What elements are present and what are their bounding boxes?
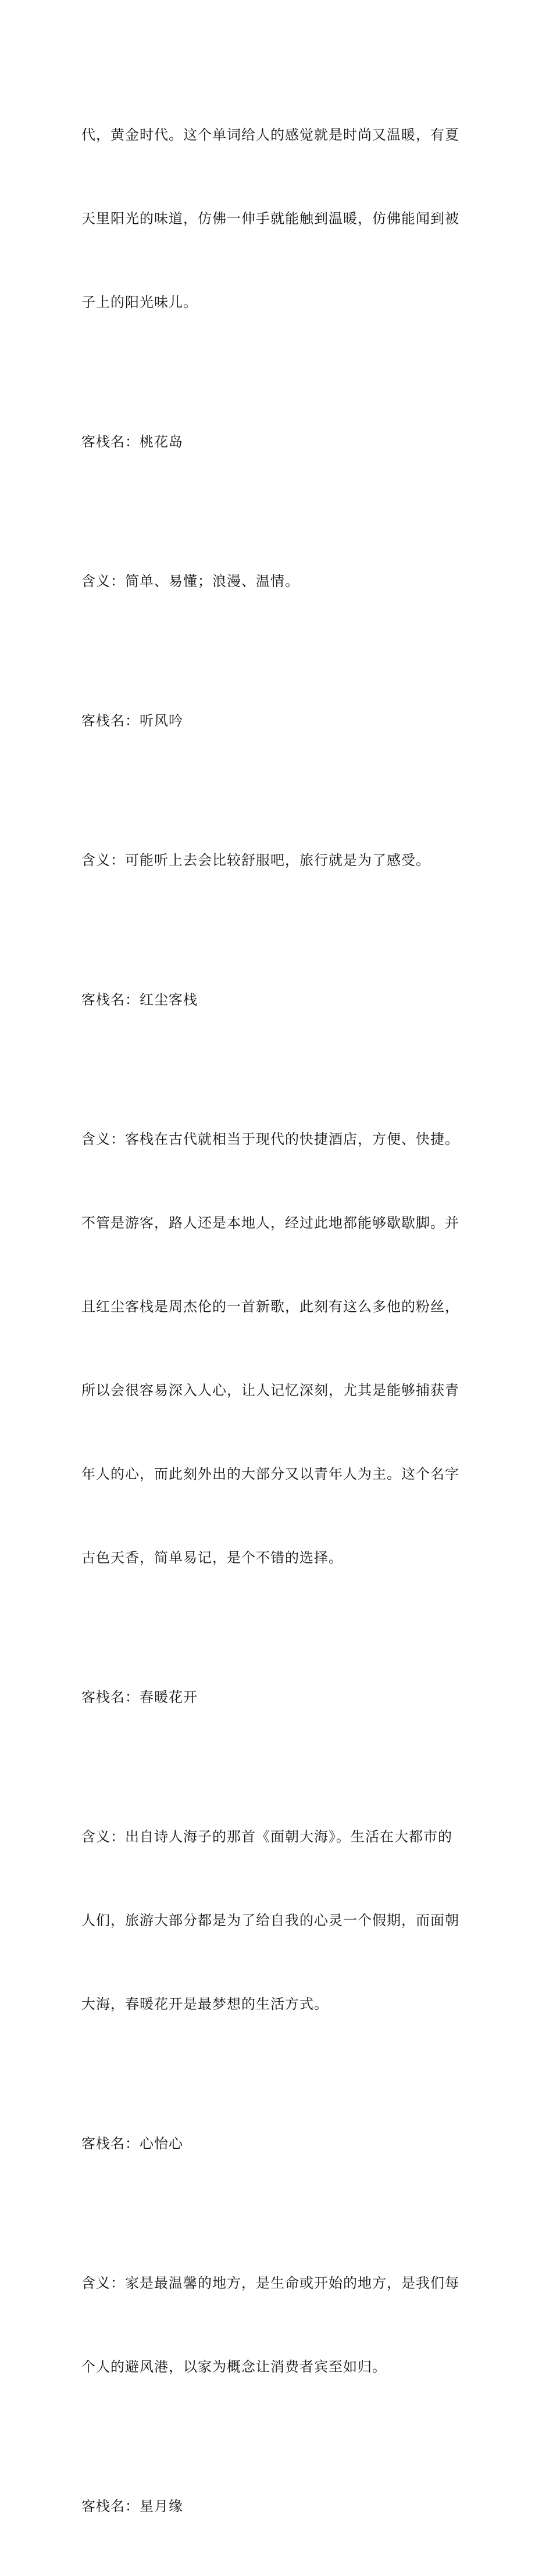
text-line: 含义：出自诗人海子的那首《面朝大海》。生活在大都市的	[81, 1829, 452, 1845]
text-line: 不管是游客，路人还是本地人，经过此地都能够歇歇脚。并	[81, 1215, 459, 1231]
text-line: 客栈名：春暖花开	[81, 1689, 198, 1705]
text-line: 客栈名：心怡心	[81, 2135, 183, 2152]
text-line: 含义：家是最温馨的地方，是生命或开始的地方，是我们每	[81, 2275, 459, 2291]
text-line: 天里阳光的味道，仿佛一伸手就能触到温暖，仿佛能闻到被	[81, 210, 459, 227]
inn-name-tingfengyin	[81, 651, 465, 790]
meaning-chunnuan	[81, 1767, 465, 2074]
text-line: 代，黄金时代。这个单词给人的感觉就是时尚又温暖，有夏	[81, 127, 459, 143]
text-line: 古色天香，简单易记，是个不错的选择。	[81, 1550, 343, 1566]
text-line: 大海，春暖花开是最梦想的生活方式。	[81, 1996, 329, 2012]
inn-name-hongchen	[81, 930, 465, 1069]
text-line: 客栈名：听风吟	[81, 713, 183, 729]
document-page	[81, 65, 465, 2576]
meaning-xinyixin	[81, 2213, 465, 2437]
text-line: 客栈名：桃花岛	[81, 434, 183, 450]
text-line: 含义：可能听上去会比较舒服吧，旅行就是为了感受。	[81, 852, 430, 868]
text-line: 人们，旅游大部分都是为了给自我的心灵一个假期，而面朝	[81, 1912, 459, 1929]
text-line: 客栈名：星月缘	[81, 2498, 183, 2514]
intro-paragraph	[81, 65, 465, 372]
text-line: 且红尘客栈是周杰伦的一首新歌，此刻有这么多他的粉丝，	[81, 1298, 459, 1315]
meaning-tingfengyin	[81, 790, 465, 930]
text-line: 子上的阳光味儿。	[81, 294, 198, 310]
inn-name-xingyueyuan	[81, 2437, 465, 2576]
meaning-taohuadao	[81, 511, 465, 651]
text-line: 年人的心，而此刻外出的大部分又以青年人为主。这个名字	[81, 1466, 459, 1482]
text-line: 个人的避风港，以家为概念让消费者宾至如归。	[81, 2359, 387, 2375]
text-line: 含义：简单、易懂；浪漫、温情。	[81, 573, 299, 589]
text-line: 所以会很容易深入人心，让人记忆深刻，尤其是能够捕获青	[81, 1382, 459, 1398]
inn-name-chunnuan	[81, 1627, 465, 1767]
inn-name-xinyixin	[81, 2074, 465, 2213]
meaning-hongchen	[81, 1069, 465, 1627]
inn-name-taohuadao	[81, 372, 465, 511]
text-line: 含义：客栈在古代就相当于现代的快捷酒店，方便、快捷。	[81, 1131, 459, 1147]
text-line: 客栈名：红尘客栈	[81, 992, 198, 1008]
